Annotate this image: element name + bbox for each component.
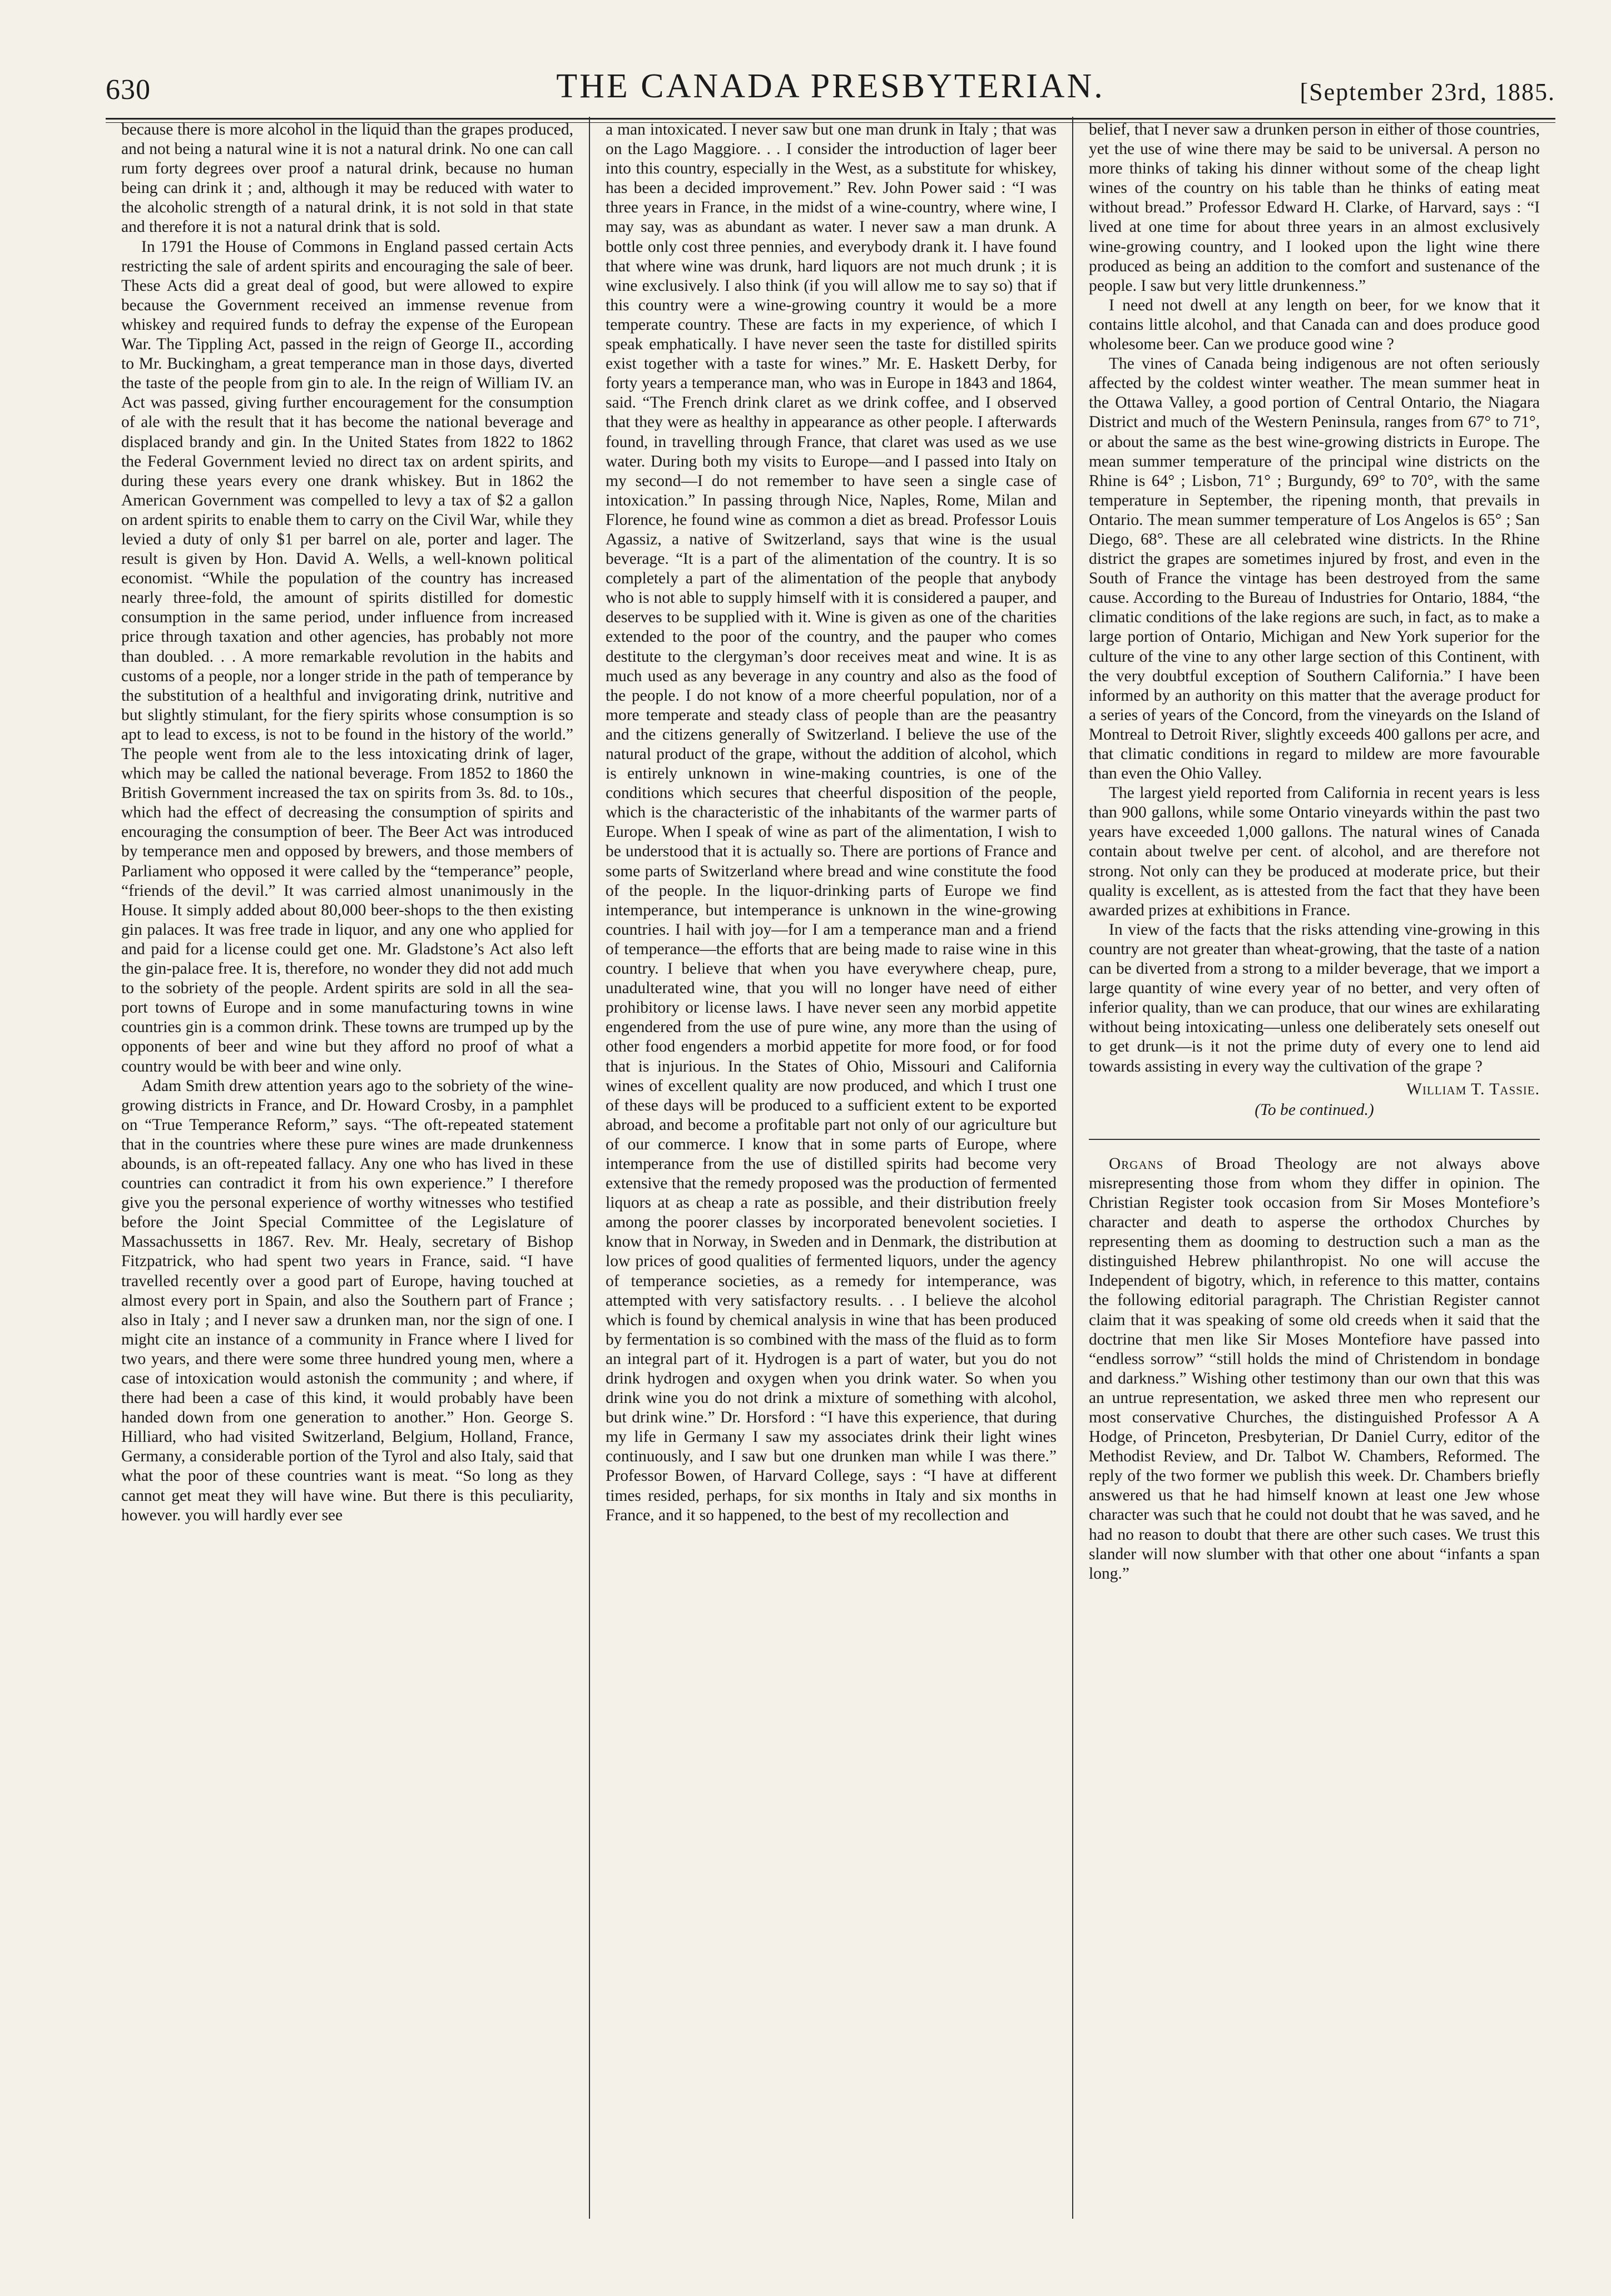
column-1	[106, 117, 589, 2219]
paragraph: The vines of Canada being indigenous are not often seriously affected by the coldest winter weather. The mean summer heat in the Ottawa Valley, a good portion of Central Ontario, the Niagara District and much of the Western Peninsula, ranges from 67° to 71°, or about the same as the best wine-growing districts in Europe. The mean summer temperature of the principal wine districts on the Rhine is 64° ; Lisbon, 71° ; Burgundy, 69° to 70°, with the same temperature in September, the ripening month, that prevails in Ontario. The mean summer temperature of Los Angelos is 65° ; San Diego, 68°. These are all celebrated wine districts. In the Rhine district the grapes are sometimes injured by frost, and even in the South of France the vintage has been destroyed from the same cause. According to the Bureau of Industries for Ontario, 1884, “the climatic conditions of the lake regions are such, in fact, as to make a large portion of Ontario, Michigan and New York superior for the culture of the vine to any other large section of this Continent, with the very doubtful exception of Southern California.” I have been informed by an authority on this matter that the average product for a series of years of the Concord, from the vineyards on the Island of Montreal to Detroit River, slightly exceeds 400 gallons per acre, and that climatic conditions in regard to mildew are more favourable than even the Ohio Valley.	[1089, 355, 1540, 783]
page-number: 630	[106, 74, 151, 106]
continued-note: (To be continued.)	[1255, 1100, 1374, 1119]
column-2	[589, 117, 1072, 2219]
column-3	[1072, 117, 1555, 2219]
paragraph: Adam Smith drew attention years ago to the sobriety of the wine-growing districts in France, and Dr. Howard Crosby, in a pamphlet on “True Temperance Reform,” says. “The oft-repeated statement that in the countries where these pure wines are made drunkenness abounds, is an oft-repeated fallacy. Any one who has lived in these countries can contradict it from his own experience.” I therefore give you the personal experience of worthy witnesses who testified before the Joint Special Committee of the Legislature of Massachussetts in 1867. Rev. Mr. Healy, secretary of Bishop Fitzpatrick, who had spent two years in France, said. “I have travelled recently over a good part of Europe, having touched at almost every port in Spain, and also the Southern part of France ; also in Italy ; and I never saw a drunken man, nor the sign of one. I might cite an instance of a community in France where I lived for two years, and there were some three hundred young men, where a case of intoxication would astonish the community ; and where, if there had been a case of this kind, it would probably have been handed down from one generation to another.” Hon. George S. Hilliard, who had visited Switzerland, Belgium, Holland, France, Germany, a considerable portion of the Tyrol and also Italy, said that what the poor of these countries want is meat. “So long as they cannot get meat they will have wine. But there is this peculiarity, however. you will hardly ever see	[121, 1077, 573, 1524]
author-signature: William T. Tassie.	[1406, 1080, 1540, 1098]
paragraph: belief, that I never saw a drunken person in either of those countries, yet the use of wine there may be said to be universal. A person no more thinks of taking his dinner without some of the cheap light wines of the country on his table than he thinks of eating meat without bread.” Professor Edward H. Clarke, of Harvard, says : “I lived at one time for about three years in an almost exclusively wine-growing country, and I looked upon the light wine there produced as being an addition to the comfort and sustenance of the people. I saw but very little drunkenness.”	[1089, 121, 1540, 295]
paragraph: The largest yield reported from California in recent years is less than 900 gallons, while some Ontario vineyards within the past two years have exceeded 1,000 gallons. The natural wines of Canada contain about twelve per cent. of alcohol, and are therefore not strong. Not only can they be produced at moderate price, but their quality is excellent, as is attested from the fact that they have been awarded prizes at exhibitions in France.	[1089, 784, 1540, 919]
paragraph: I need not dwell at any length on beer, for we know that it contains little alcohol, and that Canada can and does produce good wholesome beer. Can we produce good wine ?	[1089, 296, 1540, 354]
editorial-paragraph	[1089, 1154, 1540, 1584]
masthead	[106, 67, 1555, 106]
editorial-lead-word: Organs	[1109, 1154, 1164, 1173]
section-divider	[1089, 1139, 1540, 1140]
paragraph: a man intoxicated. I never saw but one man drunk in Italy ; that was on the Lago Maggiore. . . I consider the introduction of lager beer into this country, especially in the West, as a substitute for whiskey, has been a decided improvement.” Rev. John Power said : “I was three years in France, in the midst of a wine-country, where wine, I may say, was as abundant as water. I never saw a man drunk. A bottle only cost three pennies, and everybody drank it. I have found that where wine was drunk, hard liquors are not much drunk ; it is wine exclusively. I also think (if you will allow me to say so) that if this country were a wine-growing country it would be a more temperate country. These are facts in my experience, of which I speak emphatically. I have never seen the taste for distilled spirits exist together with a taste for wines.” Mr. E. Haskett Derby, for forty years a temperance man, who was in Europe in 1843 and 1864, said. “The French drink claret as we drink coffee, and I observed that they were as healthy in appearance as other people. I afterwards found, in travelling through France, that claret was used as we use water. During both my visits to Europe—and I passed into Italy on my second—I do not remember to have seen a single case of intoxication.” In passing through Nice, Naples, Rome, Milan and Florence, he found wine as common a diet as bread. Professor Louis Agassiz, a native of Switzerland, says that wine is the usual beverage. “It is a part of the alimentation of the country. It is so completely a part of the alimentation of the people that anybody who is not able to supply himself with it is considered a pauper, and deserves to be supplied with it. Wine is given as one of the charities extended to the poor of the country, and the pauper who comes destitute to the clergyman’s door receives meat and wine. It is as much used as any beverage in any country and also as the food of the people. I do not know of a more cheerful population, nor of a more temperate and steady class of people than are the peasantry and the citizens generally of Switzerland. I believe the use of the natural product of the grape, without the addition of alcohol, which is entirely unknown in wine-making countries, is one of the conditions which secures that cheerful disposition of the people, which is the characteristic of the inhabitants of the warmer parts of Europe. When I speak of wine as part of the alimentation, I wish to be understood that it is actually so. There are portions of France and some parts of Switzerland where bread and wine constitute the food of the people. In the liquor-drinking parts of Europe we find intemperance, but intemperance is unknown in the wine-growing countries. I hail with joy—for I am a temperance man and a friend of temperance—the efforts that are being made to raise wine in this country. I believe that when you have everywhere cheap, pure, unadulterated wine, that you will no longer have need of either prohibitory or license laws. I have never seen any morbid appetite engendered from the use of pure wine, any more than the using of other food engenders a morbid appetite for more food, or for food that is injurious. In the States of Ohio, Missouri and California wines of excellent quality are now produced, and which I trust one of these days will be produced to a sufficient extent to be exported abroad, and become a profitable part not only of our agriculture but of our commerce. I know that in some parts of Europe, where intemperance from the use of distilled spirits had become very extensive that the remedy proposed was the production of fermented liquors at as cheap a rate as possible, and their distribution freely among the poorer classes by incorporated benevolent societies. I know that in Norway, in Sweden and in Denmark, the distribution at low prices of good qualities of fermented liquors, under the agency of temperance societies, as a remedy for intemperance, was attempted with very satisfactory results. . . I believe the alcohol which is found by chemical analysis in wine that has been produced by fermentation is so combined with the mass of the fluid as to form an integral part of it. Hydrogen is a part of water, but you do not drink hydrogen and oxygen when you drink water. So when you drink wine you do not drink a mixture of something with alcohol, but drink wine.” Dr. Horsford : “I have this experience, that during my life in Germany I saw my associates drink their light wines continuously, and I saw but one drunken man while I was there.” Professor Bowen, of Harvard College, says : “I have at different times resided, perhaps, for six months in Italy and six months in France, and it so happened, to the best of my recollection and	[606, 121, 1057, 1524]
article-columns	[106, 117, 1555, 2219]
issue-date: [September 23rd, 1885.	[1300, 78, 1555, 106]
paragraph: because there is more alcohol in the liquid than the grapes produced, and not being a natural wine it is not a natural drink. No one can call rum forty degrees over proof a natural drink, because no human being can drink it ; and, although it may be reduced with water to the alcoholic strength of a natural drink, it is not sold in that state and therefore it is not a natural drink that is sold.	[121, 121, 573, 236]
paragraph: In 1791 the House of Commons in England passed certain Acts restricting the sale of ardent spirits and encouraging the sale of beer. These Acts did a great deal of good, but were allowed to expire because the Government received an immense revenue from whiskey and required funds to defray the expense of the European War. The Tippling Act, passed in the reign of George II., according to Mr. Buckingham, a great temperance man in those days, diverted the taste of the people from gin to ale. In the reign of William IV. an Act was passed, giving further encouragement for the consumption of ale with the result that it has become the national beverage and displaced brandy and gin. In the United States from 1822 to 1862 the Federal Government levied no direct tax on ardent spirits, and during these years every one drank whiskey. But in 1862 the American Government was compelled to levy a tax of $2 a gallon on ardent spirits to enable them to carry on the Civil War, while they levied a duty of only $1 per barrel on ale, porter and lager. The result is given by Hon. David A. Wells, a well-known political economist. “While the population of the country has increased nearly three-fold, the amount of spirits distilled for domestic consumption in the same period, under influence from increased price through taxation and other agencies, has probably not more than doubled. . . A more remarkable revolution in the habits and customs of a people, nor a longer stride in the path of temperance by the substitution of a healthful and invigorating drink, nutritive and but slightly stimulant, for the fiery spirits whose consumption is so apt to lead to excess, is not to be found in the history of the world.” The people went from ale to the less intoxicating drink of lager, which may be called the national beverage. From 1852 to 1860 the British Government increased the tax on spirits from 3s. 8d. to 10s., which had the effect of decreasing the consumption of spirits and encouraging the consumption of beer. The Beer Act was introduced by temperance men and opposed by brewers, and those members of Parliament who opposed it were called by the “temperance” people, “friends of the devil.” It was carried almost unanimously in the House. It simply added about 80,000 beer-shops to the then existing gin palaces. It was free trade in liquor, and any one who applied for and paid for a license could get one. Mr. Gladstone’s Act also left the gin-palace free. It is, therefore, no wonder they did not add much to the sobriety of the people. Ardent spirits are sold in all the sea-port towns of Europe and in some manufacturing towns in wine countries gin is a common drink. These towns are trumped up by the opponents of beer and wine but they afford no proof of what a country would be with beer and wine only.	[121, 237, 573, 1075]
paragraph: In view of the facts that the risks attending vine-growing in this country are not greater than wheat-growing, that the taste of a nation can be diverted from a strong to a milder beverage, that we import a large quantity of wine every year of no better, and very often of inferior quality, than we can produce, that our wines are exhilarating without being intoxicating—unless one deliberately sets oneself out to get drunk—is it not the prime duty of every one to lend aid towards assisting in every way the cultivation of the grape ?	[1089, 920, 1540, 1075]
editorial-text: of Broad Theology are not always above misrepresenting those from whom they differ in opinion. The Christian Register took occasion from Sir Moses Montefiore’s character and death to asperse the orthodox Churches by representing them as dooming to destruction such a man as the distinguished Hebrew philanthropist. No one will accuse the Independent of bigotry, which, in reference to this matter, contains the following editorial paragraph. The Christian Register cannot claim that it was speaking of some old creeds when it said that the doctrine that men like Sir Moses Montefiore have passed into “endless sorrow” “still holds the mind of Christendom in bondage and darkness.” Wishing other testimony than our own that this was an untrue representation, we asked three men who represent our most conservative Churches, the distinguished Professor A A Hodge, of Princeton, Presbyterian, Dr Daniel Curry, editor of the Methodist Review, and Dr. Talbot W. Chambers, Reformed. The reply of the two former we publish this week. Dr. Chambers briefly answered us that he had himself known at least one Jew whose character was such that he could not doubt that he was saved, and he had no reason to doubt that there are other such cases. We trust this slander will now slumber with that other one about “infants a span long.”	[1089, 1154, 1540, 1583]
journal-title: THE CANADA PRESBYTERIAN.	[556, 67, 1105, 105]
